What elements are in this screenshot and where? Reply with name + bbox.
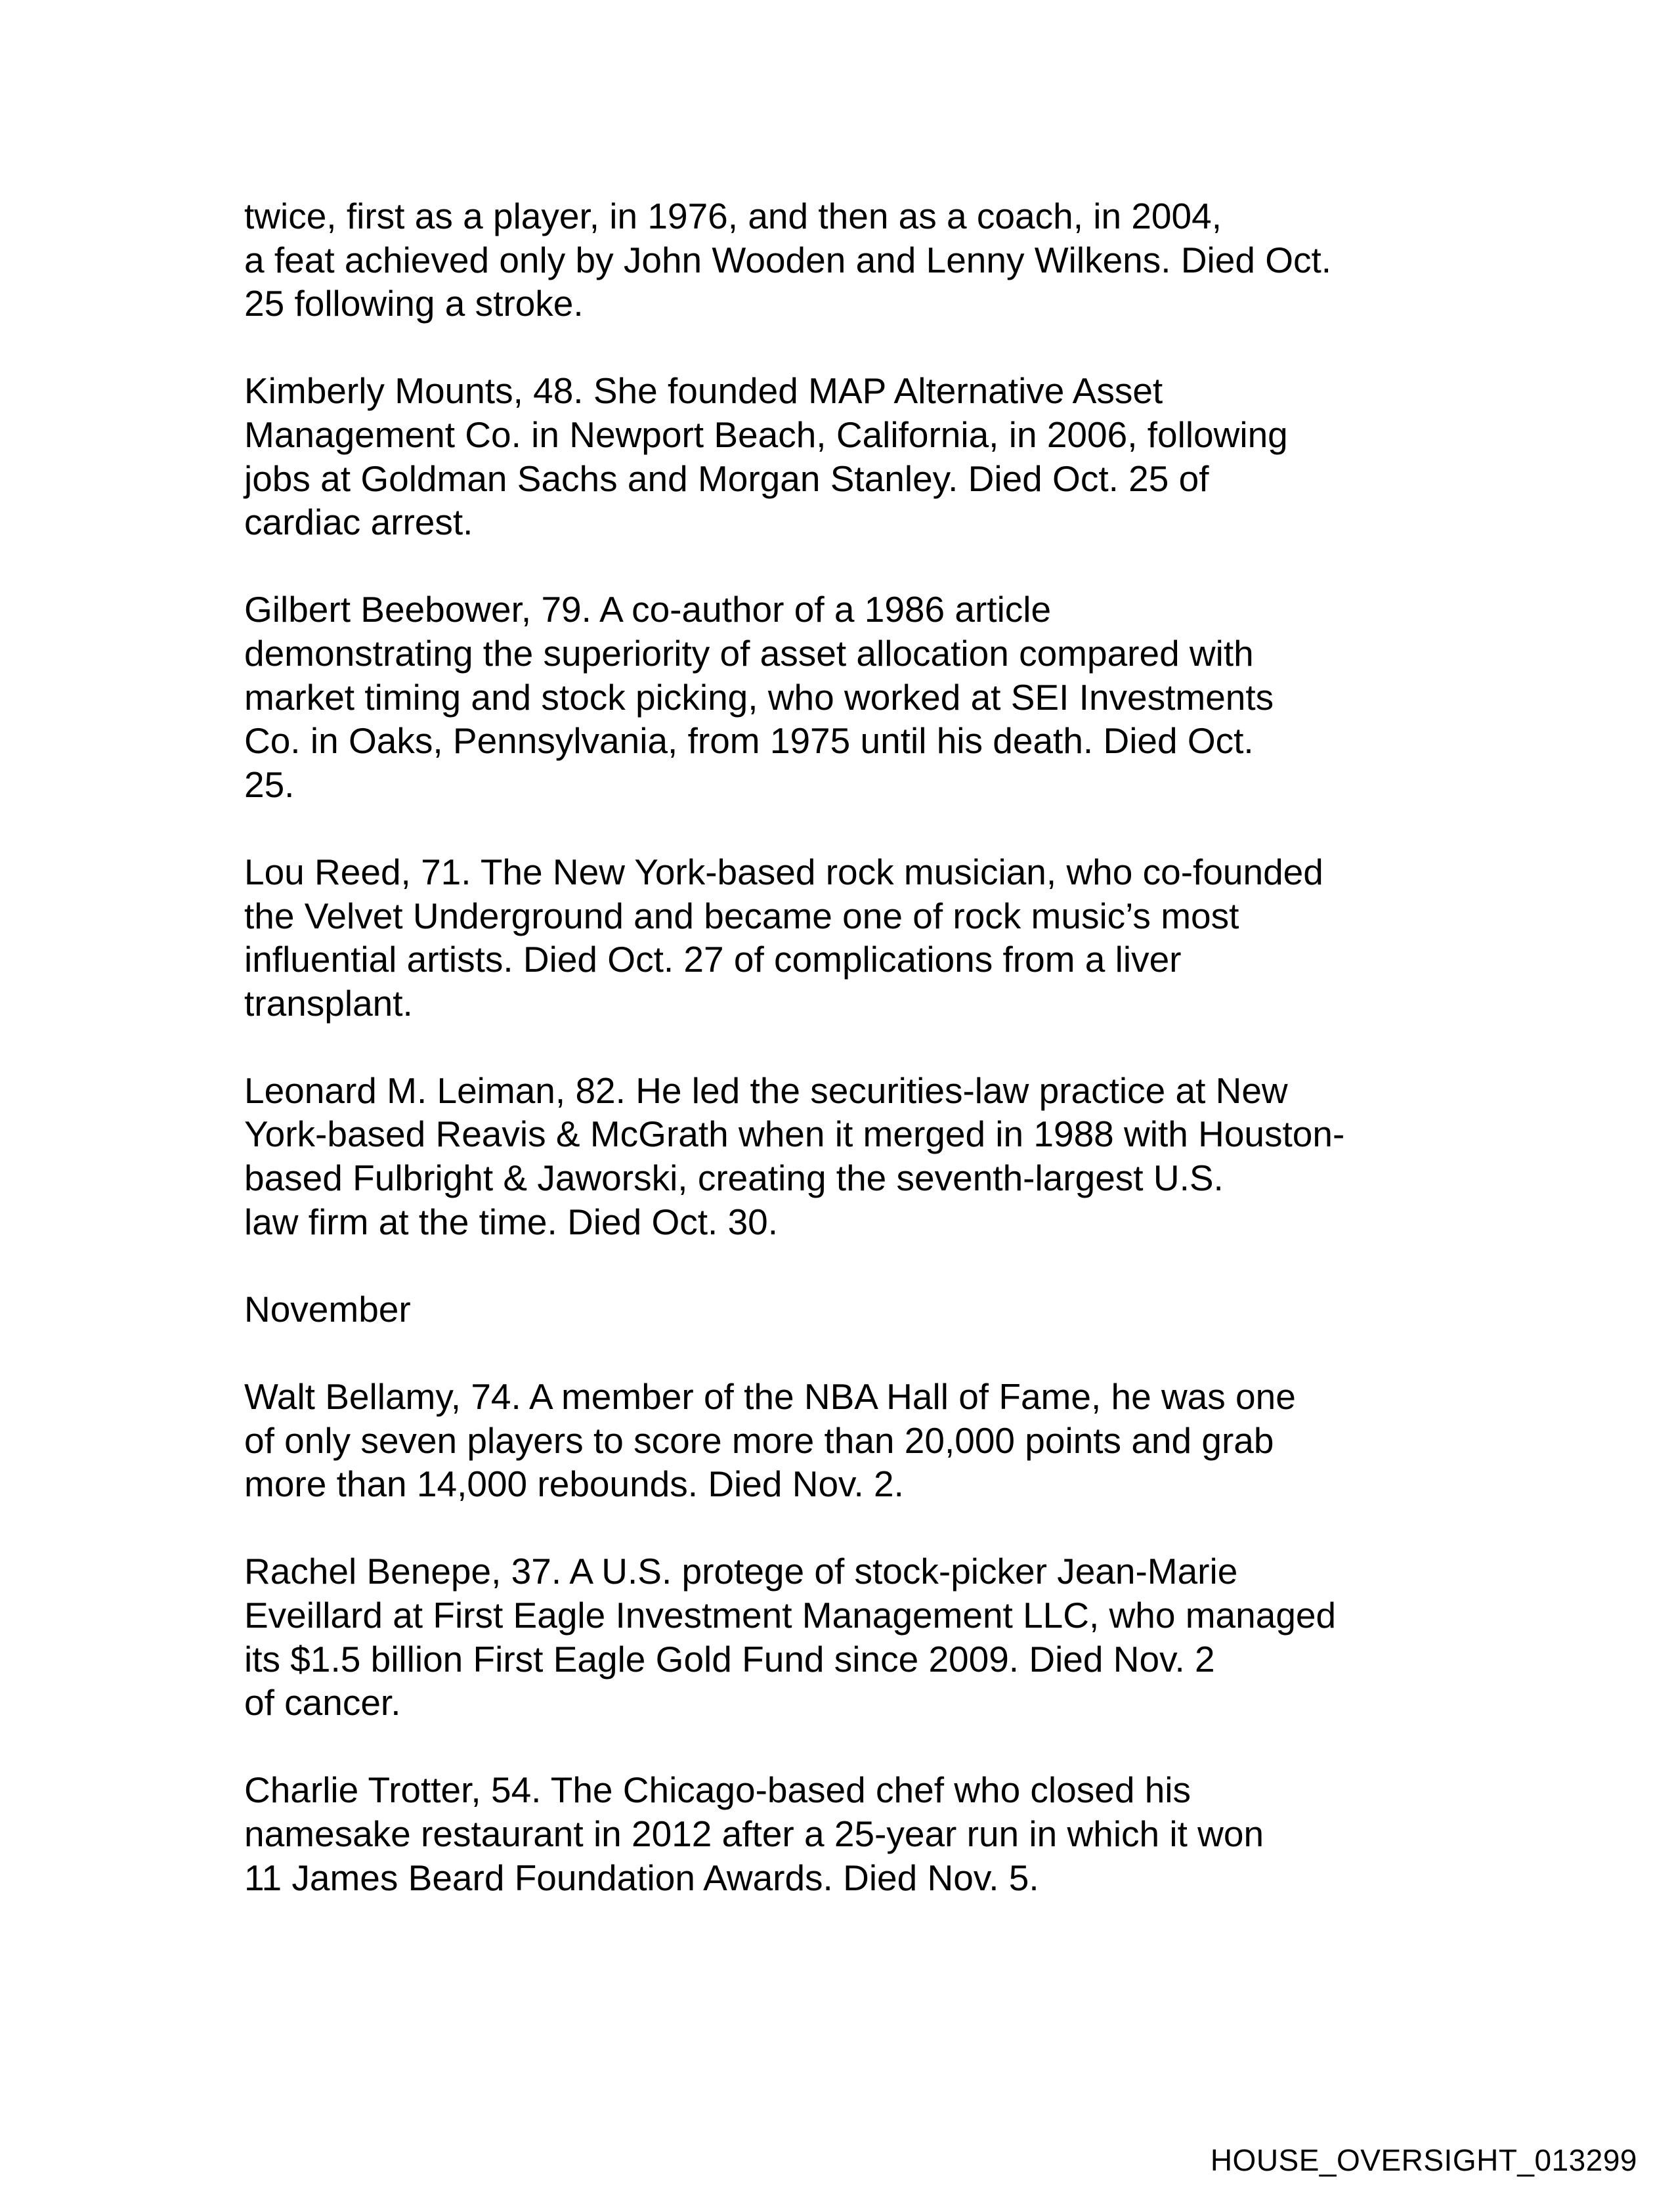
text-line: Gilbert Beebower, 79. A co-author of a 1986 article bbox=[244, 589, 1052, 630]
paragraph-gap bbox=[244, 1506, 1439, 1550]
text-line: market timing and stock picking, who worked at SEI Investments bbox=[244, 676, 1274, 718]
text-line: law firm at the time. Died Oct. 30. bbox=[244, 1201, 779, 1242]
text-line: Leonard M. Leiman, 82. He led the securities-law practice at New bbox=[244, 1070, 1288, 1111]
text-line: 25. bbox=[244, 764, 295, 805]
section-heading-month bbox=[244, 1288, 1439, 1332]
text-line: York-based Reavis & McGrath when it merged in 1988 with Houston- bbox=[244, 1114, 1345, 1155]
text-line: based Fulbright & Jaworski, creating the seventh-largest U.S. bbox=[244, 1158, 1224, 1199]
text-line: 25 following a stroke. bbox=[244, 283, 584, 324]
paragraph-obituary-mounts bbox=[244, 369, 1439, 544]
text-line: November bbox=[244, 1288, 411, 1330]
text-line: namesake restaurant in 2012 after a 25-year run in which it won bbox=[244, 1813, 1264, 1854]
paragraph-gap bbox=[244, 326, 1439, 370]
text-line: demonstrating the superiority of asset allocation compared with bbox=[244, 632, 1254, 674]
text-line: twice, first as a player, in 1976, and then as a coach, in 2004, bbox=[244, 196, 1222, 236]
document-body bbox=[244, 194, 1439, 1899]
text-line: of only seven players to score more than 20,000 points and grab bbox=[244, 1420, 1274, 1461]
paragraph-obituary-reed bbox=[244, 850, 1439, 1025]
text-line: transplant. bbox=[244, 982, 413, 1024]
text-line: influential artists. Died Oct. 27 of complications from a liver bbox=[244, 939, 1182, 980]
text-line: Charlie Trotter, 54. The Chicago-based chef who closed his bbox=[244, 1769, 1191, 1811]
text-line: jobs at Goldman Sachs and Morgan Stanley. Died Oct. 25 of bbox=[244, 458, 1209, 499]
paragraph-gap bbox=[244, 544, 1439, 588]
document-id-footer: HOUSE_OVERSIGHT_013299 bbox=[1210, 2143, 1637, 2177]
text-line: cardiac arrest. bbox=[244, 502, 473, 543]
paragraph-obituary-trotter bbox=[244, 1768, 1439, 1899]
paragraph-gap bbox=[244, 1331, 1439, 1375]
paragraph-obituary-benepe bbox=[244, 1550, 1439, 1724]
text-line: its $1.5 billion First Eagle Gold Fund since 2009. Died Nov. 2 bbox=[244, 1638, 1215, 1680]
paragraph-obituary-leiman bbox=[244, 1069, 1439, 1244]
text-line: of cancer. bbox=[244, 1682, 401, 1724]
text-line: more than 14,000 rebounds. Died Nov. 2. bbox=[244, 1464, 904, 1505]
text-line: Walt Bellamy, 74. A member of the NBA Hall of Fame, he was one bbox=[244, 1376, 1296, 1418]
paragraph-gap bbox=[244, 1244, 1439, 1288]
text-line: Rachel Benepe, 37. A U.S. protege of stock-picker Jean-Marie bbox=[244, 1551, 1238, 1592]
text-line: Management Co. in Newport Beach, California, in 2006, following bbox=[244, 414, 1288, 455]
text-line: 11 James Beard Foundation Awards. Died Nov. 5. bbox=[244, 1857, 1039, 1898]
text-line: Lou Reed, 71. The New York-based rock musician, who co-founded bbox=[244, 851, 1323, 892]
text-line: Kimberly Mounts, 48. She founded MAP Alternative Asset bbox=[244, 370, 1163, 412]
text-line: a feat achieved only by John Wooden and Lenny Wilkens. Died Oct. bbox=[244, 239, 1332, 280]
paragraph-obituary-bellamy bbox=[244, 1375, 1439, 1506]
text-line: Eveillard at First Eagle Investment Management LLC, who managed bbox=[244, 1595, 1337, 1636]
paragraph-gap bbox=[244, 1025, 1439, 1069]
text-line: Co. in Oaks, Pennsylvania, from 1975 until his death. Died Oct. bbox=[244, 720, 1254, 762]
text-line: the Velvet Underground and became one of rock music’s most bbox=[244, 895, 1239, 936]
paragraph-obituary-beebower bbox=[244, 588, 1439, 806]
paragraph-gap bbox=[244, 806, 1439, 850]
paragraph-gap bbox=[244, 1725, 1439, 1769]
paragraph-obituary-continued bbox=[244, 194, 1439, 326]
